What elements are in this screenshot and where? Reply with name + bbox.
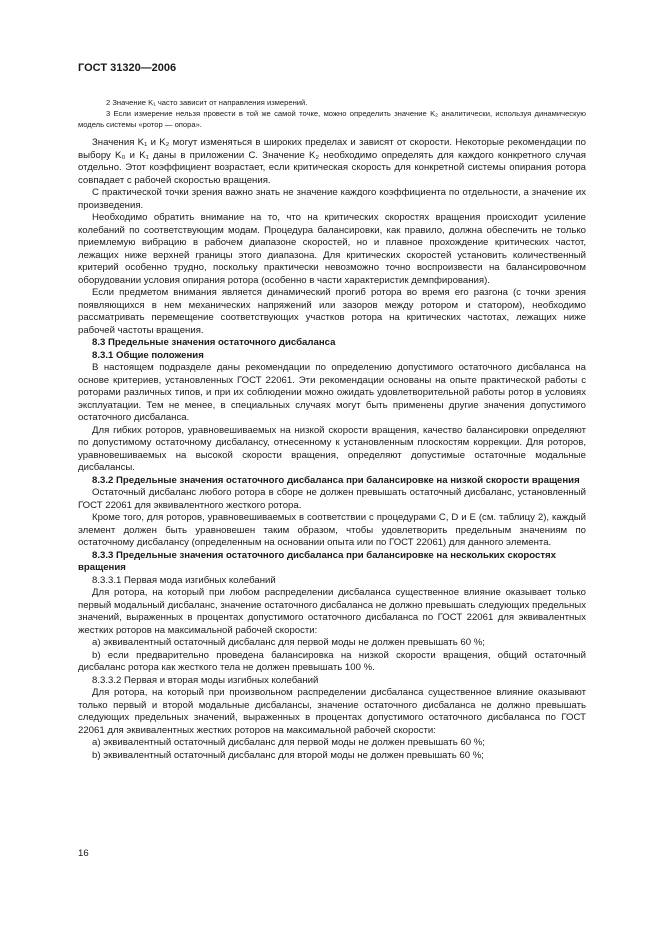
- note-3: 3 Если измерение нельзя провести в той же самой точке, можно определить значение K₂ аналитически, используя динамическую модель системы «ротор — опора».: [78, 109, 586, 129]
- document-header: ГОСТ 31320—2006: [78, 62, 177, 74]
- section-heading-8-3-3-2: 8.3.3.2 Первая и вторая моды изгибных колебаний: [92, 674, 319, 686]
- page-number: 16: [78, 848, 89, 859]
- list-item: b) если предварительно проведена балансировка на низкой скорости вращения, общий остаточный дисбаланс ротора как жесткого тела не должен превышать 100 %.: [78, 649, 586, 673]
- list-item: b) эквивалентный остаточный дисбаланс для второй моды не должен превышать 60 %;: [92, 749, 484, 761]
- section-heading-8-3-1: 8.3.1 Общие положения: [92, 349, 204, 361]
- list-item: а) эквивалентный остаточный дисбаланс для первой моды не должен превышать 60 %;: [92, 737, 485, 748]
- paragraph: Значения K₁ и K₂ могут изменяться в широких пределах и зависят от скорости. Некоторые рекомендации по выбору K₀ и K₁ даны в приложении С. Значение K₂ необходимо определять для каждого конкретного случая отдельно. Этот коэффициент возрастает, если критическая скорость для конкретной системы опирания ротора совпадает с рабочей скоростью вращения.: [78, 137, 586, 186]
- section-heading-8-3-3: 8.3.3 Предельные значения остаточного дисбаланса при балансировке на нескольких скоростях вращения: [78, 549, 556, 573]
- paragraph: С практической точки зрения важно знать не значение каждого коэффициента по отдельности, а значение их произведения.: [78, 187, 586, 211]
- section-heading-8-3-2: 8.3.2 Предельные значения остаточного дисбаланса при балансировке на низкой скорости вращения: [92, 474, 580, 486]
- section-heading-8-3: 8.3 Предельные значения остаточного дисбаланса: [92, 337, 336, 348]
- paragraph: Для гибких роторов, уравновешиваемых на низкой скорости вращения, качество балансировки определяют по допустимому остаточному дисбалансу, отнесенному к установленным плоскостям коррекции. Для роторов, уравновешиваемых на высокой скорости вращения, определяют допустимые остаточные модальные дисбалансы.: [78, 424, 586, 473]
- paragraph: Необходимо обратить внимание на то, что на критических скоростях вращения происходит усиление колебаний по соответствующим модам. Процедура балансировки, как правило, должна обеспечить не только приемлемую вибрацию в рабочем диапазоне скоростей, но и плавное прохождение критических частот, лежащих ниже верхней границы этого диапазона. Для критических скоростей установить количественный критерий особенно трудно, поскольку практически невозможно точно воспроизвести на балансировочном оборудовании условия опирания ротора (особенно в части характеристик демпфирования).: [78, 212, 586, 286]
- paragraph: Если предметом внимания является динамический прогиб ротора во время его разгона (с точки зрения появляющихся в нем механических напряжений или зазоров между ротором и статором), необходимо рассматривать перемещение соответствующих участков ротора на критических частотах, лежащих ниже рабочей частоты вращения.: [78, 287, 586, 336]
- paragraph: Кроме того, для роторов, уравновешиваемых в соответствии с процедурами С, D и Е (см. таблицу 2), каждый элемент должен быть уравновешен таким образом, чтобы удовлетворить предельным значениям по остаточному дисбалансу (определенным на основании опыта или по ГОСТ 22061) для данного элемента.: [78, 512, 586, 548]
- list-item: а) эквивалентный остаточный дисбаланс для первой моды не должен превышать 60 %;: [92, 637, 485, 648]
- paragraph: Для ротора, на который при произвольном распределении дисбаланса существенное влияние оказывают только первый и второй модальные дисбалансы, значение остаточного дисбаланса не должно превышать следующих предельных значений, выраженных в процентах допустимого остаточного дисбаланса по ГОСТ 22061 для эквивалентных жестких роторов на максимальной рабочей скорости:: [78, 687, 586, 736]
- paragraph: В настоящем подразделе даны рекомендации по определению допустимого остаточного дисбаланса на основе критериев, установленных ГОСТ 22061. Эти рекомендации основаны на опыте практической работы с роторами различных типов, и при их соблюдении можно ожидать удовлетворительной работы ротор в условиях эксплуатации. Тем не менее, в специальных случаях могут быть применены другие значения допустимого остаточного дисбаланса.: [78, 362, 586, 423]
- paragraph: Для ротора, на который при любом распределении дисбаланса существенное влияние оказывает только первый модальный дисбаланс, значение остаточного дисбаланса не должно превышать следующих предельных значений, выраженных в процентах допустимого остаточного дисбаланса по ГОСТ 22061 для эквивалентных жестких роторов на максимальной рабочей скорости:: [78, 587, 586, 636]
- document-body: [78, 97, 586, 762]
- section-heading-8-3-3-1: 8.3.3.1 Первая мода изгибных колебаний: [92, 574, 276, 586]
- paragraph: Остаточный дисбаланс любого ротора в сборе не должен превышать остаточный дисбаланс, установленный ГОСТ 22061 для эквивалентного жесткого ротора.: [78, 487, 586, 511]
- note-2: 2 Значение K₁ часто зависит от направления измерений.: [106, 98, 308, 107]
